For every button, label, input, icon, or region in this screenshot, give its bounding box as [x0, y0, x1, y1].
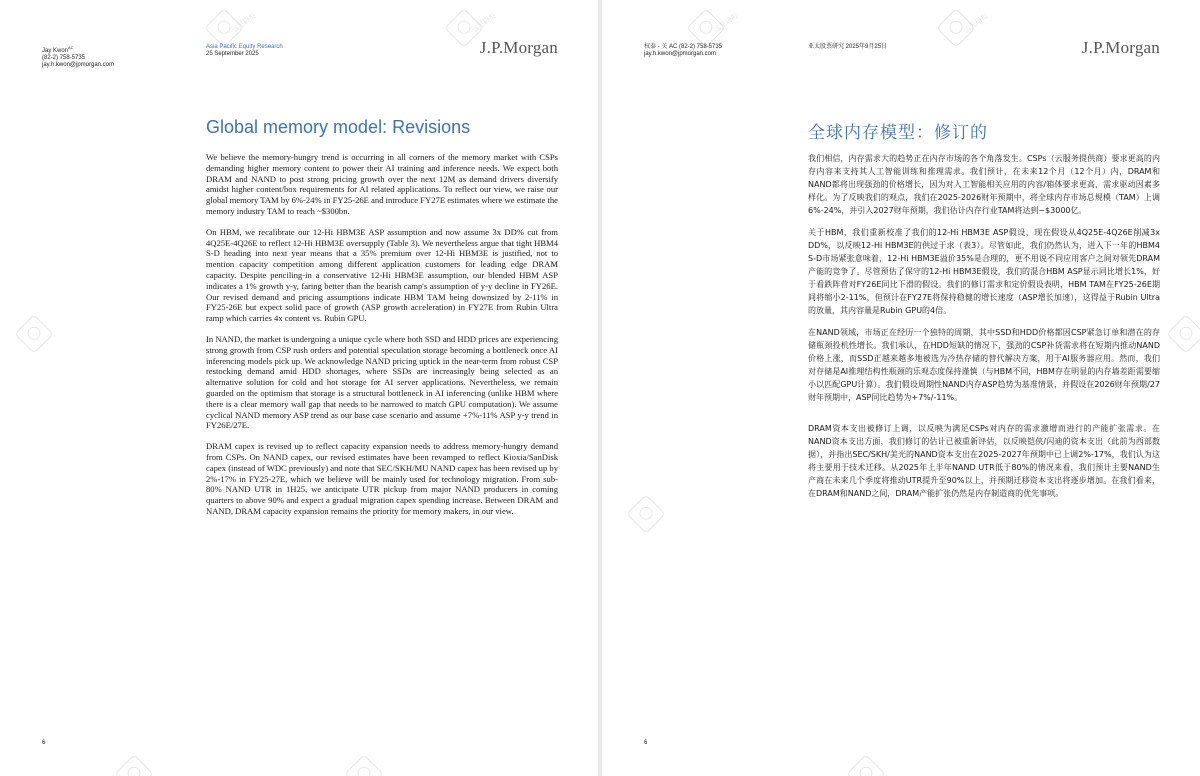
watermark-icon — [114, 754, 154, 776]
author-block — [644, 44, 722, 58]
page-number: 6 — [644, 740, 648, 746]
paragraph-hbm: 关于HBM，我们重新校准了我们的12-Hi HBM3E ASP假设，现在假设从4Q25E-4Q26E削减3x DD%，以反映12-Hi HBM3E的供过于求（表3）。尽管如此，我们仍然认为，进入下一年的HBM4 S-D市场紧张意味着，12-Hi HBM3E溢价35%是合理的，更不用说不同应用客户之间对领先DRAM产能的竞争了。尽管预估了保守的12-Hi HBM3E假设，我们的混合HBM ASP显示同比增长1%，好于看跌阵营对FY26E同比下滑的假设。我们的修订需求和定价假设表明，HBM TAM在FY25-26E期间将缩小2-11%，但预计在FY27E将保持稳健的增长速度（ASP增长加速），这得益于Rubin Ultra的放量，其内容量是Rubin GPU的4倍。 — [808, 228, 1160, 315]
paragraph-overview: 我们相信，内存需求大的趋势正在内存市场的各个角落发生。CSPs（云服务提供商）要求更高的内存内容来支持其人工智能训练和推理需求。我们预计，在未来12个月（12个月）内，DRAM和NAND都将出现强劲的价格增长，因为对人工智能相关应用的内容/箱体要求更高，需求驱动因素多样化。为了反映我们的观点，我们在2025-2026财年预期中，将全球内存市场总规模（TAM）上调6%-24%，并引入2027财年预期，我们估计内存行业TAM将达到~$3000亿。 — [808, 154, 1160, 215]
page-title: Global memory model: Revisions — [206, 117, 471, 137]
paragraph-capex: DRAM资本支出被修订上调，以反映为满足CSPs对内存的需求激增而进行的产能扩张需求。在NAND资本支出方面，我们修订的估计已被重新评估，以反映铠侠/闪迪的资本支出（此前为西部数据），并指出SEC/SKH/美光的NAND资本支出在2025-2027年预期中已上调2%-17%，我们认为这将主要用于技术迁移。从2025年上半年NAND UTR低于80%的情况来看，我们预计主要NAND生产商在未来几个季度将推动UTR提升至90%以上，并预期迁移资本支出将逐步增加。在我们看来，在DRAM和NAND之间，DRAM产能扩张仍然是内存制造商的优先事项。 — [808, 424, 1160, 498]
page-number: 6 — [42, 740, 46, 746]
watermark-text: 远见研报 — [230, 11, 258, 35]
report-header — [808, 44, 887, 51]
author-block — [42, 44, 114, 69]
author-email[interactable]: jay.h.kwon@jpmorgan.com — [644, 51, 717, 57]
paragraph-overview: We believe the memory-hungry trend is occurring in all corners of the memory market with CSPs demanding higher memory content to power their AI training and inference needs. We expect both DRAM and NAND to post strong pricing growth over the next 12M as demand drivers diversify amidst higher content/box requirements for AI related applications. To reflect our view, we raise our global memory TAM by 6%-24% in FY25-26E and introduce FY27E estimates where we estimate the memory industry TAM to reach ~$300bn. — [206, 152, 558, 216]
author-email[interactable]: jay.h.kwon@jpmorgan.com — [42, 62, 115, 68]
body-text — [206, 152, 558, 527]
author-sup: AC — [68, 45, 74, 50]
watermark-text: 远见研报 — [470, 11, 498, 35]
jpmorgan-logo: J.P.Morgan — [479, 38, 558, 57]
watermark-text: 远见研报 — [712, 11, 740, 35]
watermark-icon — [626, 494, 666, 534]
publication-name: Asia Pacific Equity Research — [206, 44, 283, 50]
publication-date: 亚太股票研究 2025年9月25日 — [808, 44, 888, 50]
paragraph-capex: DRAM capex is revised up to reflect capacity expansion needs to address memory-hungry demand from CSPs. On NAND capex, our revised estimates have been revamped to reflect Kioxia/SanDisk capex (instead of WDC previously) and note that SEC/SKH/MU NAND capex has been revised up by 2%-17% in FY25-27E, which we believe will be mainly used for technology migration. From sub-80% NAND UTR in 1H25, we anticipate UTR pickup from major NAND producers in coming quarters to above 90% and expect a gradual migration capex spending increase. Between DRAM and NAND, DRAM capacity expansion remains the priority for memory makers, in our view. — [206, 441, 558, 516]
author-phone: (82-2) 758-5735 — [42, 55, 86, 61]
watermark-text: 远见研报 — [962, 11, 990, 35]
jpmorgan-logo: J.P.Morgan — [1081, 38, 1160, 57]
paragraph-hbm: On HBM, we recalibrate our 12-Hi HBM3E ASP assumption and now assume 3x DD% cut from 4Q25E-4Q26E to reflect 12-Hi HBM3E oversupply (Table 3). We nevertheless argue that tight HBM4 S-D heading into next year means that a 35% premium over 12-Hi HBM3E is justified, not to mention capacity competition among different application customers for leading edge DRAM capacity. Despite penciling-in a conservative 12-Hi HBM3E assumption, our blended HBM ASP indicates a 1% growth y-y, faring better than the bearish camp's assumption of y-y decline in FY26E. Our revised demand and pricing assumptions indicate HBM TAM being downsized by 2-11% in FY25-26E but expect solid pace of growth (ASP growth acceleration) in FY27E from Rubin Ultra ramp which carries 4x content vs. Rubin GPU. — [206, 226, 558, 324]
watermark-icon — [846, 754, 886, 776]
publication-date: 25 September 2025 — [206, 51, 259, 57]
paragraph-nand: In NAND, the market is undergoing a unique cycle where both SSD and HDD prices are experiencing strong growth from CSP rush orders and potential speculation storage becoming a bottleneck once AI inferencing models pick up. We acknowledge NAND pricing uptick in the near-term from robust CSP restocking demand amid HDD shortages, where SSDs are increasingly being selected as an alternative solution for cold and hot storage for AI server applications. Nevertheless, we remain guarded on the optimism that storage is a structural bottleneck in AI inferencing (unlike HBM where there is a clear memory wall gap that needs to be narrowed to match GPU computation). We assume cyclical NAND memory ASP trend as our base case scenario and assume +7%-11% ASP y-y trend in FY26E/27E. — [206, 333, 558, 431]
page-title: 全球内存模型：修订的 — [808, 123, 988, 143]
right-page-chinese — [602, 0, 1200, 776]
watermark-icon — [1166, 314, 1200, 354]
left-page-english — [0, 0, 598, 776]
watermark-icon — [344, 754, 384, 776]
report-header — [206, 44, 283, 58]
watermark-icon — [14, 314, 54, 354]
body-text — [808, 152, 1160, 509]
paragraph-nand: 在NAND领域，市场正在经历一个独特的周期，其中SSD和HDD价格都因CSP紧急订单和潜在的存储瓶颈投机性增长。我们承认，在HDD短缺的情况下，强劲的CSP补货需求将在短期内推动NAND价格上涨，而SSD正越来越多地被选为冷热存储的替代解决方案，用于AI服务器应用。然而，我们对存储是AI推理结构性瓶颈的乐观态度保持谨慎（与HBM不同，HBM存在明显的内存墙差距需要缩小以匹配GPU计算）。我们假设周期性NAND内存ASP趋势为基准情景，并假设在2026财年预期/27财年预期中，ASP同比趋势为+7%/-11%。 — [808, 328, 1160, 402]
author-name: Jay Kwon — [42, 48, 69, 54]
author-name: 权泰 - 关 AC (82-2) 758-5735 — [644, 44, 723, 50]
